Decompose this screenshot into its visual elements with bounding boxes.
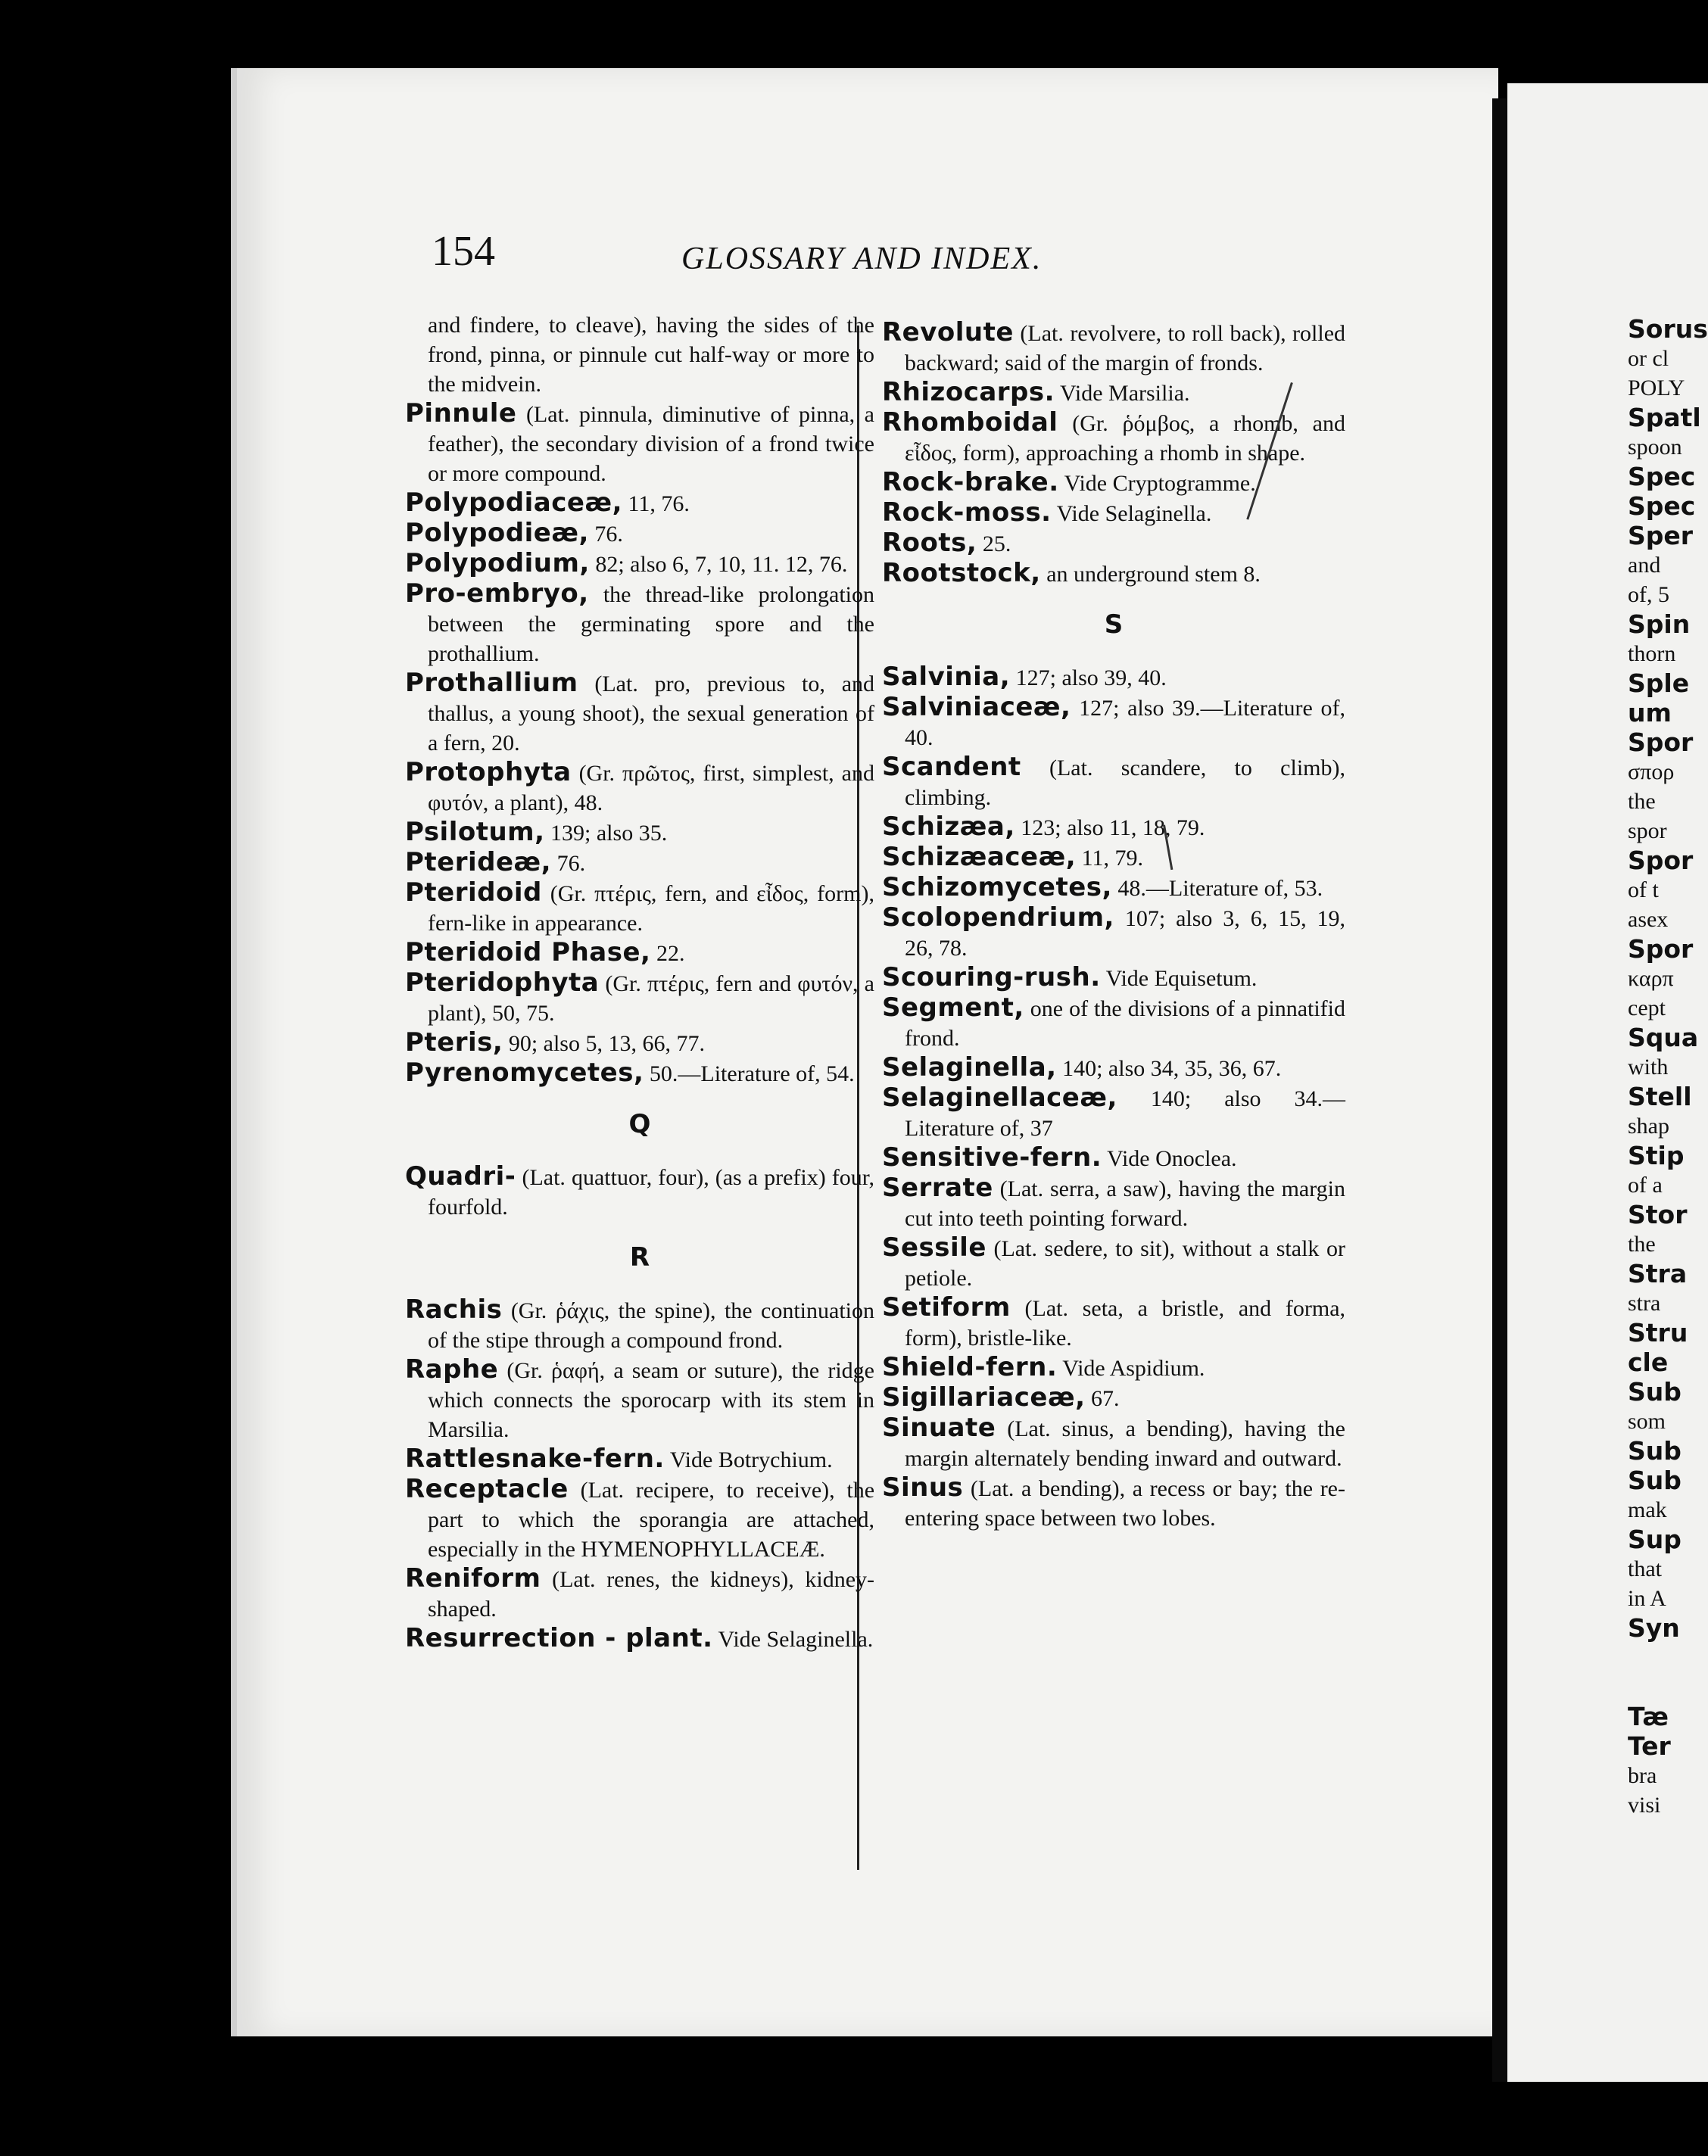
page-fragment-text: spor: [1628, 818, 1667, 843]
definition-text: (Lat. a bending), a recess or bay; the re-entering space between two lobes.: [905, 1476, 1345, 1531]
page-fragment-text: of t: [1628, 877, 1659, 902]
page-fragment-text: Stip: [1628, 1141, 1685, 1170]
glossary-entry: [882, 812, 1345, 843]
section-letter: Q: [628, 1109, 651, 1139]
page-fragment-text: or cl: [1628, 346, 1669, 371]
page-fragment-text: with: [1628, 1055, 1669, 1080]
book-gutter: [1492, 98, 1507, 2082]
glossary-entry: [882, 378, 1345, 408]
headword: Sinuate: [882, 1413, 996, 1443]
definition-text: (Lat. sedere, to sit), without a stalk or petiole.: [905, 1236, 1345, 1291]
page-fragment-text: Sub: [1628, 1436, 1682, 1466]
page-fragment-text: cle: [1628, 1348, 1669, 1377]
headword: Segment,: [882, 992, 1024, 1023]
headword: Selaginella,: [882, 1052, 1057, 1083]
headword: Rock-moss.: [882, 497, 1052, 528]
glossary-entry: [882, 1473, 1345, 1533]
glossary-entry: [882, 1233, 1345, 1293]
glossary-column-right: [882, 318, 1345, 1533]
definition-text: (Lat. quattuor, four), (as a prefix) four, fourfold.: [428, 1165, 874, 1220]
page-fragment-text: σπορ: [1628, 759, 1675, 784]
definition-text: 140; also 34, 35, 36, 67.: [1062, 1056, 1282, 1081]
definition-text: 76.: [556, 851, 586, 876]
headword: Reniform: [405, 1563, 541, 1594]
definition-text: Vide Marsilia.: [1060, 381, 1190, 406]
glossary-entry: [882, 318, 1345, 378]
page-fragment-text: Spin: [1628, 609, 1691, 639]
glossary-entry: [882, 528, 1345, 559]
page-fragment-text: mak: [1628, 1497, 1667, 1522]
glossary-column-left: [405, 310, 874, 1654]
headword: Quadri-: [405, 1161, 516, 1192]
running-head: GLOSSARY AND INDEX.: [681, 241, 1043, 276]
page-fragment-text: the: [1628, 1232, 1656, 1257]
definition-text: (Lat. seta, a bristle, and forma, form), bristle-like.: [905, 1296, 1346, 1351]
headword: Pteridoid Phase,: [405, 937, 651, 967]
glossary-entry: [882, 1053, 1345, 1083]
page-fragment-text: Stra: [1628, 1259, 1688, 1288]
headword: Polypodium,: [405, 548, 590, 578]
definition-text: (Gr. ῥαφή, a seam or suture), the ridge which connects the sporocarp with its stem in Marsilia.: [428, 1358, 875, 1442]
definition-text: (Lat. scandere, to climb), climbing.: [905, 756, 1345, 810]
headword: Scouring-rush.: [882, 962, 1101, 992]
glossary-entry: [882, 1353, 1345, 1383]
headword: Rattlesnake-fern.: [405, 1444, 665, 1474]
headword: Polypodiaceæ,: [405, 488, 622, 518]
headword: Schizomycetes,: [882, 872, 1112, 902]
headword: Sessile: [882, 1232, 986, 1263]
definition-text: (Lat. pinnula, diminutive of pinna, a feather), the secondary division of a frond twice or more compound.: [428, 402, 874, 486]
headword: Pro-embryo,: [405, 578, 589, 609]
page-fragment-text: Spatl: [1628, 403, 1701, 432]
definition-text: (Gr. πρῶτος, first, simplest, and φυτόν, a plant), 48.: [428, 761, 874, 815]
page-fragment-text: thorn: [1628, 641, 1676, 666]
headword: Selaginellaceæ,: [882, 1083, 1117, 1113]
definition-text: 127; also 39, 40.: [1015, 665, 1167, 690]
page-fragment-text: um: [1628, 698, 1672, 727]
definition-text: (Lat. renes, the kidneys), kidney-shaped.: [428, 1567, 874, 1622]
headword: Pterideæ,: [405, 847, 552, 877]
definition-text: 48.—Literature of, 53.: [1117, 876, 1323, 901]
glossary-entry: [882, 498, 1345, 528]
page-fragment-text: [1628, 1643, 1708, 1672]
page-fragment-text: and: [1628, 553, 1661, 578]
definition-text: the thread-like prolongation between the germinating spore and the prothallium.: [428, 582, 874, 666]
headword: Sinus: [882, 1472, 964, 1503]
page-fragment-text: som: [1628, 1409, 1666, 1434]
headword: Rhizocarps.: [882, 377, 1055, 407]
glossary-entry: [882, 752, 1345, 812]
page-fragment-text: Stor: [1628, 1200, 1688, 1229]
definition-text: (Lat. revolvere, to roll back), rolled backward; said of the margin of fronds.: [905, 321, 1346, 375]
glossary-entry: [882, 693, 1345, 752]
page-fragment-text: that: [1628, 1556, 1662, 1581]
glossary-entry: [405, 399, 874, 488]
definition-text: (Lat. serra, a saw), having the margin cut into teeth pointing forward.: [905, 1176, 1346, 1231]
page-fragment-text: of, 5: [1628, 582, 1669, 607]
section-letter: S: [1104, 609, 1124, 640]
headword: Serrate: [882, 1173, 993, 1203]
definition-text: 107; also 3, 6, 15, 19, 26, 78.: [905, 906, 1345, 961]
definition-text: 90; also 5, 13, 66, 77.: [508, 1031, 705, 1056]
page-fragment-text: Spor: [1628, 727, 1694, 757]
glossary-entry: [405, 818, 874, 848]
definition-text: Vide Onoclea.: [1107, 1146, 1237, 1171]
page-fragment-text: Ter: [1628, 1731, 1671, 1761]
page-fragment-text: Sper: [1628, 521, 1694, 550]
page-fragment-text: [1628, 1672, 1708, 1702]
headword: Pyrenomycetes,: [405, 1058, 644, 1088]
definition-text: (Gr. πτέρις, fern and φυτόν, a plant), 50, 75.: [428, 971, 874, 1026]
headword: Scandent: [882, 752, 1021, 782]
definition-text: (Lat. recipere, to receive), the part to which the sporangia are attached, especially in the HYMENOPHYLLACEÆ.: [428, 1478, 875, 1562]
page-fragment-text: καρπ: [1628, 966, 1674, 991]
page-fragment-text: in A: [1628, 1586, 1666, 1611]
glossary-entry: [405, 1058, 874, 1089]
page-fragment-text: Tæ: [1628, 1702, 1669, 1731]
definition-text: Vide Selaginella.: [718, 1627, 874, 1652]
glossary-entry: [405, 848, 874, 878]
definition-text: 25.: [982, 531, 1011, 556]
headword: Revolute: [882, 317, 1014, 347]
glossary-entry: [405, 1624, 874, 1654]
definition-text: and findere, to cleave), having the sides of the frond, pinna, or pinnule cut half-way or more to the midvein.: [428, 313, 874, 397]
headword: Salviniaceæ,: [882, 692, 1071, 722]
glossary-entry: [882, 1083, 1345, 1143]
page-fragment-text: stra: [1628, 1291, 1661, 1316]
glossary-entry: [405, 1295, 874, 1355]
glossary-entry: [405, 1162, 874, 1222]
page-fragment-text: Sub: [1628, 1466, 1682, 1495]
headword: Pteris,: [405, 1027, 503, 1058]
headword: Raphe: [405, 1354, 499, 1385]
definition-text: 140; also 34.—Literature of, 37: [905, 1086, 1345, 1141]
definition-text: 11, 79.: [1081, 846, 1144, 871]
headword: Pteridoid: [405, 877, 542, 908]
definition-text: Vide Cryptogramme.: [1064, 471, 1256, 496]
definition-text: Vide Selaginella.: [1056, 501, 1212, 526]
glossary-entry: [882, 408, 1345, 468]
glossary-entry: [405, 1355, 874, 1444]
page-fragment-text: the: [1628, 789, 1656, 814]
page-fragment-text: visi: [1628, 1793, 1661, 1818]
glossary-entry: [882, 559, 1345, 589]
headword: Scolopendrium,: [882, 902, 1114, 933]
glossary-entry: [882, 1143, 1345, 1173]
page-fragment-text: asex: [1628, 907, 1669, 932]
page-fragment-text: POLY: [1628, 375, 1685, 400]
glossary-entry: [405, 1564, 874, 1624]
headword: Rock-brake.: [882, 467, 1059, 497]
definition-text: one of the divisions of a pinnatifid frond.: [905, 996, 1345, 1051]
glossary-entry: [882, 1293, 1345, 1353]
glossary-entry: [405, 1475, 874, 1564]
page-fragment-text: spoon: [1628, 435, 1682, 460]
headword: Shield-fern.: [882, 1352, 1058, 1382]
glossary-entry: [405, 488, 874, 519]
page-fragment-text: shap: [1628, 1114, 1669, 1139]
headword: Prothallium: [405, 668, 578, 698]
definition-text: 11, 76.: [628, 491, 690, 516]
right-page-fragments: [1628, 314, 1708, 1820]
headword: Pinnule: [405, 398, 517, 428]
headword: Resurrection - plant.: [405, 1623, 713, 1653]
headword: Setiform: [882, 1292, 1011, 1323]
glossary-entry: [882, 873, 1345, 903]
glossary-entry: [882, 903, 1345, 963]
headword: Sigillariaceæ,: [882, 1382, 1086, 1413]
glossary-entry: [405, 310, 874, 399]
definition-text: (Gr. πτέρις, fern, and εἶδος, form), fern-like in appearance.: [428, 881, 874, 936]
glossary-entry: [882, 1383, 1345, 1413]
page-fragment-text: bra: [1628, 1763, 1657, 1788]
definition-text: 139; also 35.: [550, 821, 668, 846]
page-fragment-text: Squa: [1628, 1023, 1699, 1052]
glossary-entry: [882, 993, 1345, 1053]
page-fragment-text: Stru: [1628, 1318, 1688, 1348]
glossary-entry: [882, 1173, 1345, 1233]
definition-text: (Gr. ῥόμβος, a rhomb, and εἶδος, form), approaching a rhomb in shape.: [905, 411, 1345, 466]
glossary-entry: [882, 843, 1345, 873]
page-fragment-text: Sup: [1628, 1525, 1682, 1554]
headword: Salvinia,: [882, 662, 1011, 692]
page-fragment-text: Spec: [1628, 462, 1696, 491]
page-number: 154: [432, 228, 495, 275]
definition-text: 50.—Literature of, 54.: [649, 1061, 855, 1086]
headword: Schizæa,: [882, 812, 1015, 842]
headword: Schizæaceæ,: [882, 842, 1077, 872]
headword: Rootstock,: [882, 558, 1041, 588]
glossary-entry: [405, 519, 874, 549]
glossary-entry: [405, 758, 874, 818]
glossary-entry: [405, 938, 874, 968]
page-fragment-text: Syn: [1628, 1613, 1680, 1643]
headword: Protophyta: [405, 757, 572, 787]
glossary-entry: [405, 878, 874, 938]
page-fragment-text: cept: [1628, 995, 1666, 1020]
definition-text: 22.: [656, 941, 685, 966]
definition-text: (Lat. sinus, a bending), having the margin alternately bending inward and outward.: [905, 1416, 1345, 1471]
definition-text: 67.: [1091, 1386, 1120, 1411]
headword: Polypodieæ,: [405, 518, 589, 548]
definition-text: an underground stem 8.: [1046, 562, 1261, 587]
page-fragment-text: Sub: [1628, 1377, 1682, 1407]
glossary-entry: [405, 968, 874, 1028]
glossary-entry: [405, 668, 874, 758]
definition-text: Vide Aspidium.: [1062, 1356, 1205, 1381]
glossary-entry: [405, 579, 874, 668]
glossary-entry: [405, 1028, 874, 1058]
headword: Psilotum,: [405, 817, 545, 847]
headword: Rachis: [405, 1295, 503, 1325]
section-letter: R: [629, 1242, 650, 1273]
glossary-entry: [882, 1413, 1345, 1473]
page-fragment-text: Spor: [1628, 846, 1694, 875]
glossary-entry: [882, 468, 1345, 498]
definition-text: Vide Equisetum.: [1105, 966, 1258, 991]
definition-text: (Lat. pro, previous to, and thallus, a young shoot), the sexual generation of a fern, 20.: [428, 671, 875, 756]
glossary-entry: [405, 1444, 874, 1475]
definition-text: 82; also 6, 7, 10, 11. 12, 76.: [595, 552, 848, 577]
page-fragment-text: of a: [1628, 1173, 1663, 1198]
page-fragment-text: Sple: [1628, 668, 1690, 698]
definition-text: (Gr. ῥάχις, the spine), the continuation of the stipe through a compound frond.: [428, 1298, 874, 1353]
headword: Pteridophyta: [405, 967, 600, 998]
page-fragment-text: Stell: [1628, 1082, 1692, 1111]
glossary-entry: [882, 963, 1345, 993]
page-fragment-text: Spec: [1628, 491, 1696, 521]
headword: Rhomboidal: [882, 407, 1058, 438]
headword: Roots,: [882, 528, 977, 558]
headword: Receptacle: [405, 1474, 569, 1504]
definition-text: 127; also 39.—Literature of, 40.: [905, 696, 1345, 750]
glossary-entry: [882, 662, 1345, 693]
headword: Sensitive-fern.: [882, 1142, 1102, 1173]
definition-text: 76.: [594, 522, 623, 547]
page-fragment-text: Spor: [1628, 934, 1694, 964]
glossary-entry: [405, 549, 874, 579]
definition-text: 123; also 11, 18, 79.: [1021, 815, 1205, 840]
definition-text: Vide Botrychium.: [669, 1447, 833, 1472]
page-fragment-text: Sorus: [1628, 314, 1708, 344]
